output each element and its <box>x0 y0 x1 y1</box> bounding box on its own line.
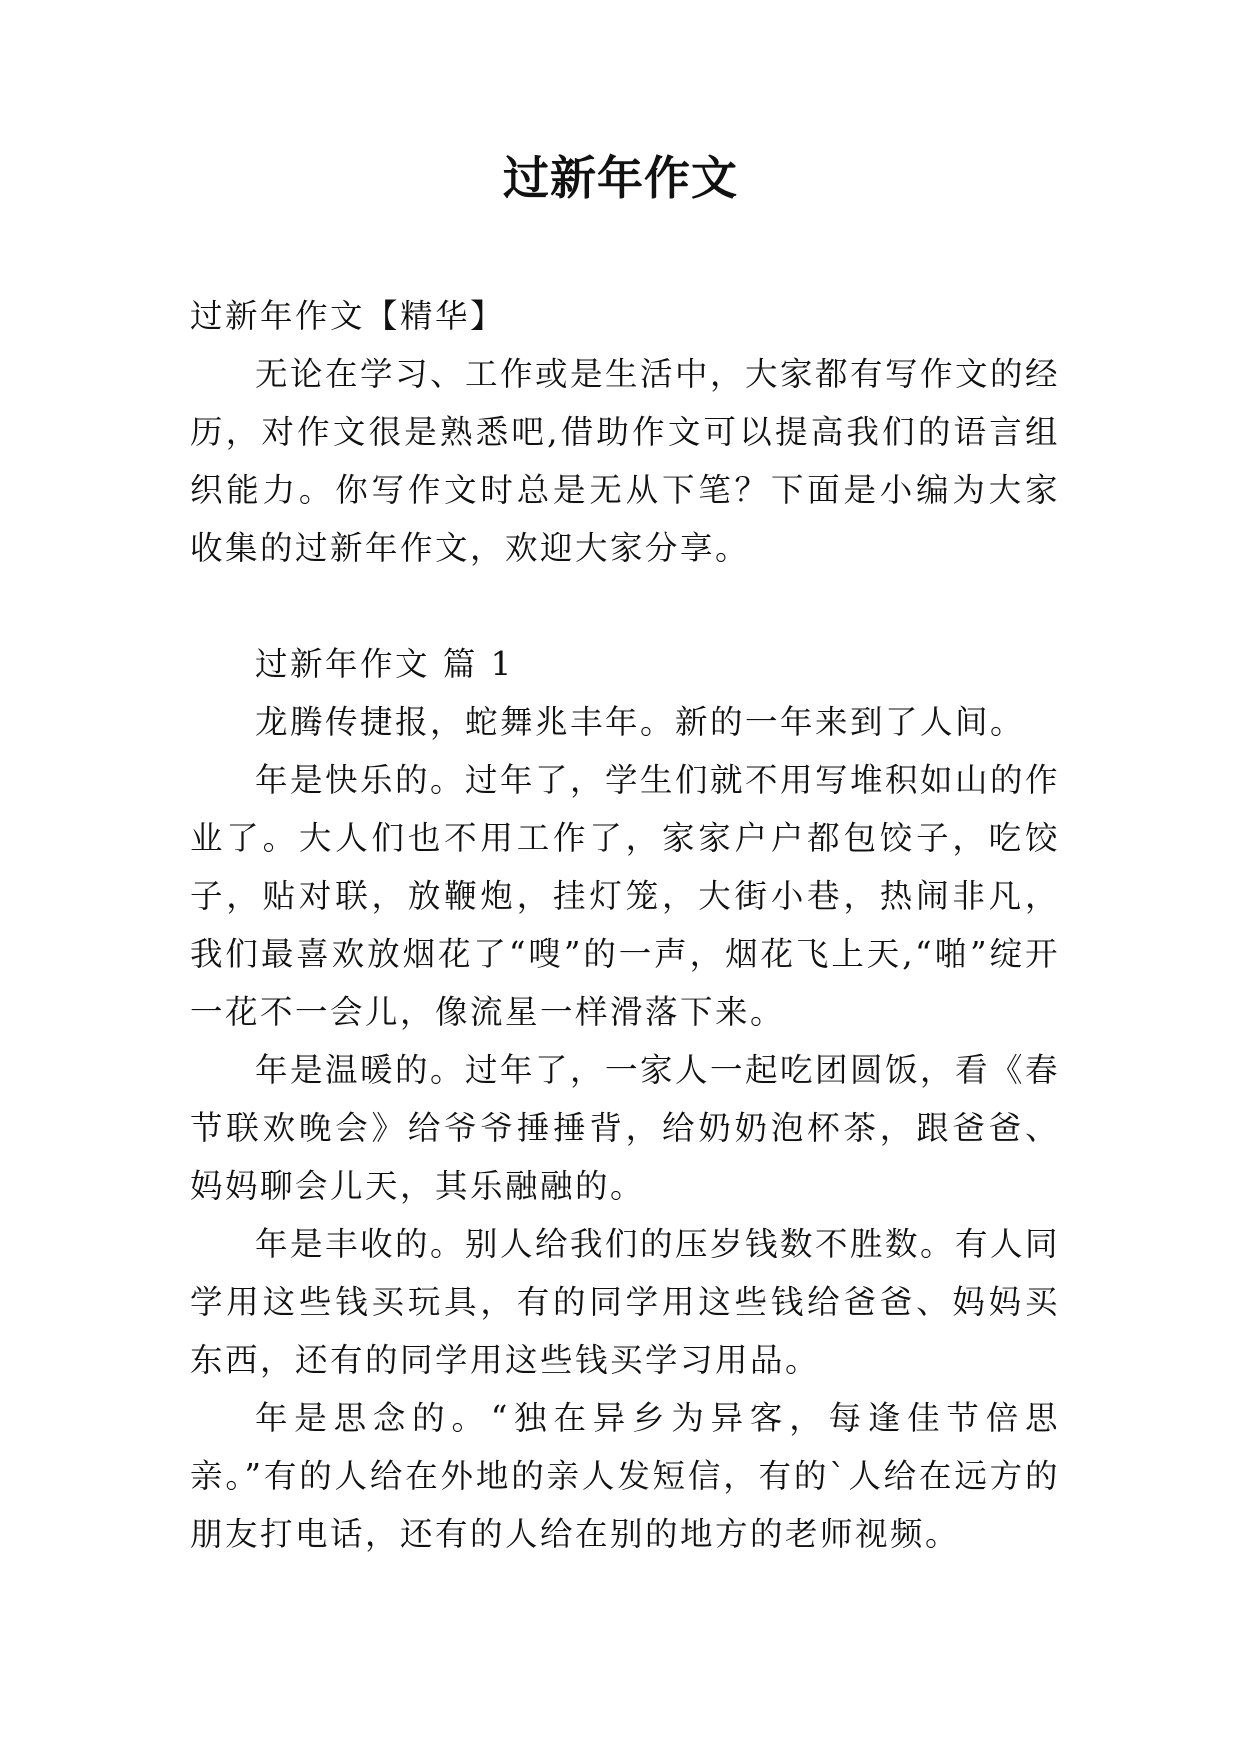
body-paragraph-5: 年是思念的。“独在异乡为异客，每逢佳节倍思亲。”有的人给在外地的亲人发短信，有的`人给在远方的朋友打电话，还有的人给在别的地方的老师视频。 <box>190 1399 1060 1553</box>
body-paragraph-1: 龙腾传捷报，蛇舞兆丰年。新的一年来到了人间。 <box>255 703 1026 741</box>
document-title: 过新年作文 <box>503 151 738 205</box>
document-subtitle: 过新年作文【精华】 <box>190 297 506 335</box>
section-heading: 过新年作文 篇 1 <box>255 645 514 683</box>
intro-paragraph: 无论在学习、工作或是生活中，大家都有写作文的经历，对作文很是熟悉吧,借助作文可以提高我们的语言组织能力。你写作文时总是无从下笔？下面是小编为大家收集的过新年作文，欢迎大家分享。 <box>190 355 1061 567</box>
body-paragraph-4: 年是丰收的。别人给我们的压岁钱数不胜数。有人同学用这些钱买玩具，有的同学用这些钱给爸爸、妈妈买东西，还有的同学用这些钱买学习用品。 <box>190 1225 1061 1379</box>
body-paragraph-2: 年是快乐的。过年了，学生们就不用写堆积如山的作业了。大人们也不用工作了，家家户户都包饺子，吃饺子，贴对联，放鞭炮，挂灯笼，大街小巷，热闹非凡，我们最喜欢放烟花了“嗖”的一声，烟花飞上天,“啪”绽开一花不一会儿，像流星一样滑落下来。 <box>190 761 1061 1031</box>
body-paragraph-3: 年是温暖的。过年了，一家人一起吃团圆饭，看《春节联欢晚会》给爷爷捶捶背，给奶奶泡杯茶，跟爸爸、妈妈聊会儿天，其乐融融的。 <box>190 1051 1061 1205</box>
document-body <box>190 287 1060 1563</box>
section-spacer <box>190 577 1060 635</box>
